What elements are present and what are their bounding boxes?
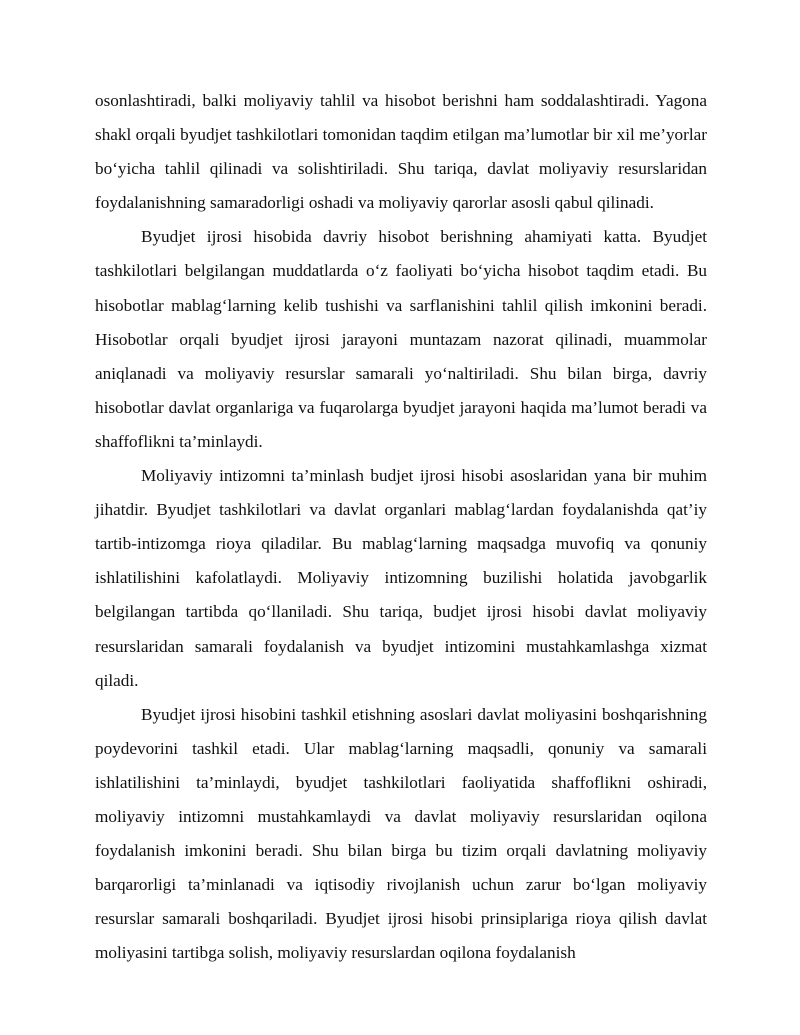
paragraph-budget-execution-foundations: Byudjet ijrosi hisobini tashkil etishning asoslari davlat moliyasini boshqarishning poydevorini tashkil etadi. Ular mablag‘larning maqsadli, qonuniy va samarali ishlatilishini ta’minlaydi, byudjet tashkilotlari faoliyatida shaffoflikni oshiradi, moliyaviy intizomni mustahkamlaydi va davlat moliyaviy resurslaridan oqilona foydalanish imkonini beradi. Shu bilan birga bu tizim orqali davlatning moliyaviy barqarorligi ta’minlanadi va iqtisodiy rivojlanish uchun zarur bo‘lgan moliyaviy resurslar samarali boshqariladi. Byudjet ijrosi hisobi prinsiplariga rioya qilish davlat moliyasini tartibga solish, moliyaviy resurslardan oqilona foydalanish [95,704,707,963]
paragraph-periodic-reporting: Byudjet ijrosi hisobida davriy hisobot berishning ahamiyati katta. Byudjet tashkilotlari belgilangan muddatlarda o‘z faoliyati bo‘yicha hisobot taqdim etadi. Bu hisobotlar mablag‘larning kelib tushishi va sarflanishini tahlil qilish imkonini beradi. Hisobotlar orqali byudjet ijrosi jarayoni muntazam nazorat qilinadi, muammolar aniqlanadi va moliyaviy resurslar samarali yo‘naltiriladi. Shu bilan birga, davriy hisobotlar davlat organlariga va fuqarolarga byudjet jarayoni haqida ma’lumot beradi va shaffoflikni ta’minlaydi. [95,227,707,451]
paragraph-financial-discipline: Moliyaviy intizomni ta’minlash budjet ijrosi hisobi asoslaridan yana bir muhim jihatdir. Byudjet tashkilotlari va davlat organlari mablag‘lardan foydalanishda qat’iy tartib-intizomga rioya qiladilar. Bu mablag‘larning maqsadga muvofiq va qonuniy ishlatilishini kafolatlaydi. Moliyaviy intizomning buzilishi holatida javobgarlik belgilangan tartibda qo‘llaniladi. Shu tariqa, budjet ijrosi hisobi davlat moliyaviy resurslaridan samarali foydalanish va byudjet intizomini mustahkamlashga xizmat qiladi. [95,466,707,690]
document-page [95,84,707,970]
paragraph-continuation: osonlashtiradi, balki moliyaviy tahlil va hisobot berishni ham soddalashtiradi. Yagona shakl orqali byudjet tashkilotlari tomonidan taqdim etilgan ma’lumotlar bir xil me’yorlar bo‘yicha tahlil qilinadi va solishtiriladi. Shu tariqa, davlat moliyaviy resurslaridan foydalanishning samaradorligi oshadi va moliyaviy qarorlar asosli qabul qilinadi. [95,91,707,213]
